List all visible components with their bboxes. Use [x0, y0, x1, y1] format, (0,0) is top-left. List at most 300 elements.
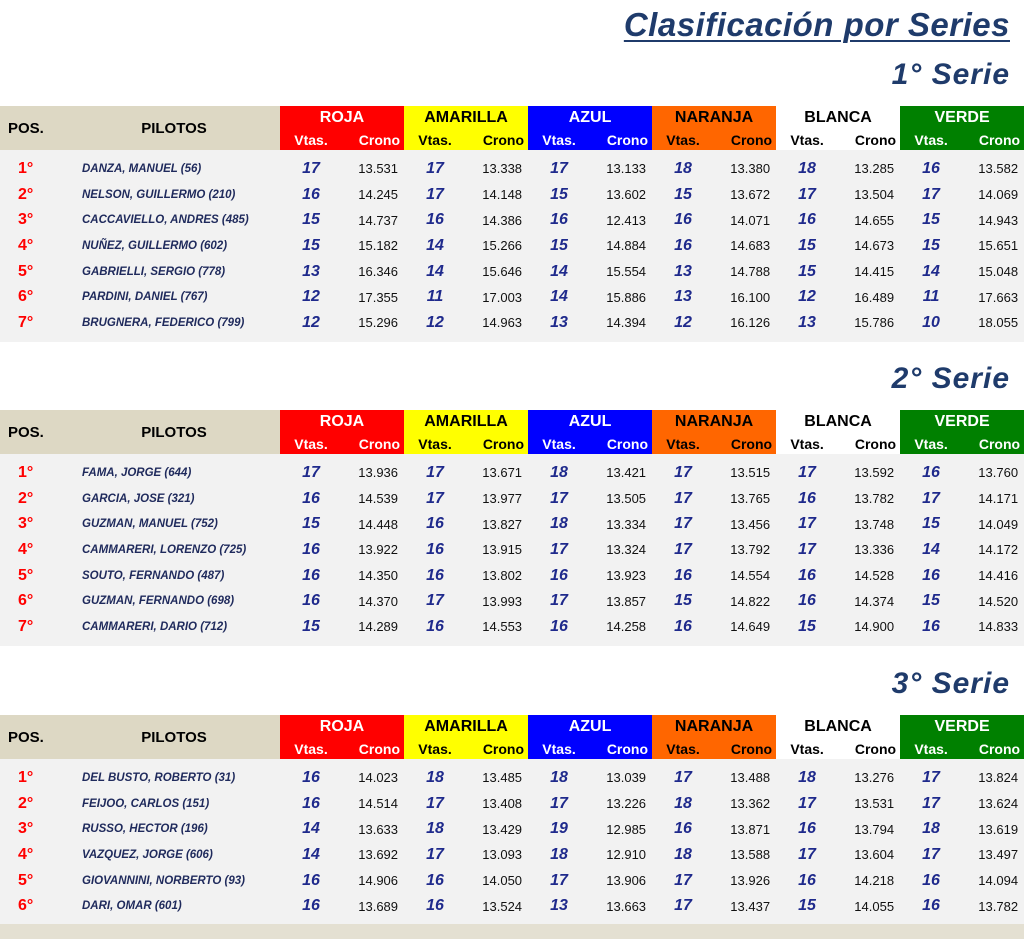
vtas-header-naranja: Vtas.: [652, 434, 714, 454]
vtas-cell-blanca: 12: [798, 288, 816, 306]
vtas-cell-verde: 15: [922, 592, 940, 610]
crono-cell-amarilla: 13.993: [482, 593, 523, 609]
crono-cell-azul: 13.324: [606, 542, 647, 558]
vtas-cell-naranja: 17: [674, 515, 692, 533]
vtas-cell-amarilla: 17: [426, 845, 444, 863]
crono-cell-azul: 13.923: [606, 568, 647, 584]
vtas-cell-roja: 16: [302, 185, 320, 203]
vtas-cell-naranja: 18: [674, 845, 692, 863]
vtas-cell-naranja: 13: [674, 262, 692, 280]
vtas-cell-blanca: 17: [798, 845, 816, 863]
vtas-cell-verde: 17: [922, 185, 940, 203]
lane-header-azul: AZUL: [528, 715, 652, 739]
crono-header-naranja: Crono: [714, 739, 776, 759]
table-row: [0, 460, 1024, 486]
crono-cell-azul: 14.884: [606, 238, 647, 254]
position-cell: 3°: [18, 515, 34, 533]
crono-cell-roja: 14.289: [358, 619, 399, 635]
crono-cell-roja: 13.936: [358, 465, 399, 481]
lane-header-roja: ROJA: [280, 715, 404, 739]
vtas-cell-naranja: 17: [674, 540, 692, 558]
lane-header-blanca: BLANCA: [776, 106, 900, 130]
vtas-header-amarilla: Vtas.: [404, 434, 466, 454]
position-cell: 5°: [18, 871, 34, 889]
vtas-cell-amarilla: 16: [426, 211, 444, 229]
vtas-header-blanca: Vtas.: [776, 130, 838, 150]
vtas-header-verde: Vtas.: [900, 130, 962, 150]
vtas-cell-verde: 10: [922, 313, 940, 331]
vtas-cell-azul: 17: [550, 592, 568, 610]
crono-cell-naranja: 13.437: [730, 898, 771, 914]
crono-cell-roja: 13.531: [358, 161, 399, 177]
vtas-cell-azul: 16: [550, 566, 568, 584]
vtas-cell-azul: 15: [550, 185, 568, 203]
page-title: Clasificación por Series: [623, 6, 1010, 43]
crono-cell-amarilla: 14.553: [482, 619, 523, 635]
crono-cell-amarilla: 13.915: [482, 542, 523, 558]
crono-cell-roja: 15.182: [358, 238, 399, 254]
pilot-name-cell: GUZMAN, MANUEL (752): [82, 518, 218, 531]
lane-header-roja: ROJA: [280, 106, 404, 130]
vtas-cell-roja: 17: [302, 159, 320, 177]
pilot-name-cell: DARI, OMAR (601): [82, 900, 182, 913]
crono-cell-naranja: 13.380: [730, 161, 771, 177]
lane-header-verde: VERDE: [900, 410, 1024, 434]
pilot-name-cell: RUSSO, HECTOR (196): [82, 823, 208, 836]
pilot-name-cell: GABRIELLI, SERGIO (778): [82, 265, 226, 278]
crono-cell-azul: 13.663: [606, 898, 647, 914]
vtas-cell-roja: 15: [302, 236, 320, 254]
results-table: [0, 106, 1024, 342]
vtas-cell-azul: 14: [550, 288, 568, 306]
crono-cell-blanca: 15.786: [854, 315, 895, 331]
position-cell: 4°: [18, 845, 34, 863]
position-cell: 3°: [18, 820, 34, 838]
crono-cell-verde: 13.760: [978, 465, 1019, 481]
vtas-cell-naranja: 16: [674, 617, 692, 635]
spacer-row: [0, 640, 1024, 646]
vtas-cell-amarilla: 18: [426, 820, 444, 838]
vtas-cell-azul: 18: [550, 845, 568, 863]
crono-cell-azul: 13.857: [606, 593, 647, 609]
crono-cell-blanca: 13.531: [854, 796, 895, 812]
crono-cell-azul: 14.258: [606, 619, 647, 635]
table-row: [0, 310, 1024, 336]
crono-cell-blanca: 14.055: [854, 898, 895, 914]
crono-cell-azul: 12.413: [606, 212, 647, 228]
crono-cell-azul: 13.421: [606, 465, 647, 481]
column-header-pilotos: PILOTOS: [68, 106, 280, 150]
vtas-header-blanca: Vtas.: [776, 434, 838, 454]
crono-header-roja: Crono: [342, 739, 404, 759]
crono-cell-amarilla: 15.266: [482, 238, 523, 254]
crono-cell-amarilla: 15.646: [482, 264, 523, 280]
position-cell: 1°: [18, 463, 34, 481]
vtas-cell-blanca: 17: [798, 463, 816, 481]
pilot-name-cell: VAZQUEZ, JORGE (606): [82, 848, 213, 861]
crono-cell-verde: 15.651: [978, 238, 1019, 254]
vtas-cell-amarilla: 17: [426, 463, 444, 481]
vtas-cell-blanca: 16: [798, 489, 816, 507]
serie-3-title: 3° Serie: [891, 667, 1010, 700]
crono-cell-roja: 13.922: [358, 542, 399, 558]
vtas-cell-amarilla: 16: [426, 871, 444, 889]
crono-cell-naranja: 13.488: [730, 770, 771, 786]
crono-cell-azul: 13.334: [606, 516, 647, 532]
column-header-pos: POS.: [0, 106, 68, 150]
lane-header-azul: AZUL: [528, 106, 652, 130]
results-table: [0, 715, 1024, 925]
crono-cell-verde: 14.094: [978, 873, 1019, 889]
vtas-cell-verde: 16: [922, 566, 940, 584]
vtas-cell-roja: 15: [302, 515, 320, 533]
pilot-name-cell: DANZA, MANUEL (56): [82, 162, 202, 175]
vtas-cell-amarilla: 16: [426, 566, 444, 584]
vtas-cell-roja: 16: [302, 768, 320, 786]
vtas-cell-naranja: 18: [674, 794, 692, 812]
crono-cell-roja: 14.023: [358, 770, 399, 786]
column-header-pilotos: PILOTOS: [68, 715, 280, 759]
serie-1-block: [0, 106, 1024, 342]
position-cell: 7°: [18, 617, 34, 635]
vtas-cell-azul: 13: [550, 897, 568, 915]
position-cell: 5°: [18, 566, 34, 584]
crono-cell-amarilla: 14.963: [482, 315, 523, 331]
vtas-cell-roja: 16: [302, 897, 320, 915]
crono-cell-naranja: 14.788: [730, 264, 771, 280]
spacer-cell: [0, 336, 1024, 342]
vtas-cell-naranja: 18: [674, 159, 692, 177]
pilot-name-cell: FAMA, JORGE (644): [82, 466, 192, 479]
crono-header-roja: Crono: [342, 130, 404, 150]
vtas-cell-blanca: 13: [798, 313, 816, 331]
crono-cell-verde: 14.416: [978, 568, 1019, 584]
crono-cell-blanca: 13.592: [854, 465, 895, 481]
vtas-cell-blanca: 17: [798, 540, 816, 558]
crono-cell-naranja: 14.822: [730, 593, 771, 609]
vtas-cell-azul: 18: [550, 463, 568, 481]
crono-cell-blanca: 14.673: [854, 238, 895, 254]
crono-cell-blanca: 13.748: [854, 516, 895, 532]
position-cell: 7°: [18, 313, 34, 331]
lane-header-naranja: NARANJA: [652, 410, 776, 434]
vtas-cell-azul: 17: [550, 159, 568, 177]
footer-band: [0, 924, 1024, 939]
vtas-cell-blanca: 17: [798, 794, 816, 812]
pilot-name-cell: NUÑEZ, GUILLERMO (602): [82, 239, 228, 252]
vtas-cell-naranja: 12: [674, 313, 692, 331]
crono-cell-verde: 14.172: [978, 542, 1019, 558]
crono-cell-blanca: 14.415: [854, 264, 895, 280]
vtas-cell-roja: 14: [302, 845, 320, 863]
table-row: [0, 765, 1024, 791]
crono-cell-verde: 13.624: [978, 796, 1019, 812]
vtas-cell-blanca: 17: [798, 185, 816, 203]
vtas-cell-amarilla: 18: [426, 768, 444, 786]
lane-header-roja: ROJA: [280, 410, 404, 434]
vtas-header-roja: Vtas.: [280, 130, 342, 150]
vtas-cell-blanca: 15: [798, 897, 816, 915]
crono-cell-verde: 15.048: [978, 264, 1019, 280]
table-row: [0, 816, 1024, 842]
vtas-header-roja: Vtas.: [280, 739, 342, 759]
table-row: [0, 537, 1024, 563]
vtas-cell-amarilla: 12: [426, 313, 444, 331]
vtas-cell-amarilla: 16: [426, 617, 444, 635]
vtas-header-verde: Vtas.: [900, 739, 962, 759]
column-header-pos: POS.: [0, 410, 68, 454]
crono-cell-azul: 15.886: [606, 289, 647, 305]
vtas-cell-azul: 13: [550, 313, 568, 331]
vtas-cell-verde: 16: [922, 463, 940, 481]
vtas-cell-verde: 17: [922, 794, 940, 812]
crono-cell-naranja: 16.100: [730, 289, 771, 305]
crono-cell-azul: 12.985: [606, 821, 647, 837]
crono-cell-amarilla: 13.408: [482, 796, 523, 812]
crono-cell-naranja: 13.765: [730, 491, 771, 507]
crono-cell-naranja: 13.362: [730, 796, 771, 812]
vtas-cell-verde: 11: [922, 288, 940, 306]
vtas-cell-verde: 16: [922, 617, 940, 635]
vtas-cell-amarilla: 16: [426, 515, 444, 533]
pilot-name-cell: NELSON, GUILLERMO (210): [82, 188, 236, 201]
crono-header-amarilla: Crono: [466, 130, 528, 150]
vtas-cell-blanca: 16: [798, 871, 816, 889]
crono-cell-blanca: 13.504: [854, 187, 895, 203]
vtas-cell-azul: 14: [550, 262, 568, 280]
vtas-cell-naranja: 16: [674, 236, 692, 254]
vtas-cell-azul: 17: [550, 871, 568, 889]
vtas-cell-roja: 12: [302, 313, 320, 331]
table-row: [0, 893, 1024, 919]
crono-cell-roja: 14.448: [358, 516, 399, 532]
vtas-cell-naranja: 16: [674, 211, 692, 229]
crono-cell-blanca: 14.528: [854, 568, 895, 584]
vtas-cell-azul: 17: [550, 794, 568, 812]
crono-cell-naranja: 14.683: [730, 238, 771, 254]
vtas-cell-roja: 15: [302, 211, 320, 229]
vtas-cell-verde: 17: [922, 489, 940, 507]
vtas-cell-naranja: 16: [674, 566, 692, 584]
crono-cell-roja: 14.370: [358, 593, 399, 609]
crono-cell-blanca: 13.276: [854, 770, 895, 786]
serie-1-title: 1° Serie: [891, 58, 1010, 91]
vtas-cell-roja: 13: [302, 262, 320, 280]
vtas-cell-roja: 15: [302, 617, 320, 635]
lane-header-amarilla: AMARILLA: [404, 106, 528, 130]
vtas-cell-blanca: 18: [798, 768, 816, 786]
crono-cell-verde: 13.782: [978, 898, 1019, 914]
vtas-cell-amarilla: 14: [426, 262, 444, 280]
crono-cell-naranja: 13.515: [730, 465, 771, 481]
vtas-cell-azul: 17: [550, 489, 568, 507]
crono-cell-azul: 13.226: [606, 796, 647, 812]
vtas-cell-azul: 17: [550, 540, 568, 558]
vtas-cell-verde: 16: [922, 871, 940, 889]
pilot-name-cell: FEIJOO, CARLOS (151): [82, 797, 210, 810]
crono-header-blanca: Crono: [838, 739, 900, 759]
crono-cell-verde: 13.824: [978, 770, 1019, 786]
pilot-name-cell: SOUTO, FERNANDO (487): [82, 569, 225, 582]
crono-cell-amarilla: 13.429: [482, 821, 523, 837]
lane-header-verde: VERDE: [900, 106, 1024, 130]
vtas-cell-blanca: 16: [798, 566, 816, 584]
results-table: [0, 410, 1024, 646]
vtas-cell-roja: 16: [302, 489, 320, 507]
vtas-cell-verde: 15: [922, 515, 940, 533]
lane-header-naranja: NARANJA: [652, 715, 776, 739]
crono-cell-verde: 14.520: [978, 593, 1019, 609]
crono-cell-amarilla: 13.524: [482, 898, 523, 914]
crono-header-amarilla: Crono: [466, 739, 528, 759]
vtas-cell-roja: 16: [302, 566, 320, 584]
crono-cell-azul: 14.394: [606, 315, 647, 331]
crono-header-azul: Crono: [590, 739, 652, 759]
crono-header-verde: Crono: [962, 130, 1024, 150]
crono-cell-amarilla: 14.386: [482, 212, 523, 228]
vtas-cell-amarilla: 17: [426, 159, 444, 177]
vtas-cell-amarilla: 16: [426, 897, 444, 915]
crono-cell-verde: 17.663: [978, 289, 1019, 305]
vtas-header-naranja: Vtas.: [652, 130, 714, 150]
vtas-cell-amarilla: 16: [426, 540, 444, 558]
vtas-cell-blanca: 16: [798, 820, 816, 838]
vtas-cell-roja: 16: [302, 871, 320, 889]
table-row: [0, 284, 1024, 310]
crono-cell-amarilla: 13.671: [482, 465, 523, 481]
crono-cell-verde: 14.943: [978, 212, 1019, 228]
table-row: [0, 842, 1024, 868]
crono-cell-azul: 12.910: [606, 847, 647, 863]
crono-cell-naranja: 13.456: [730, 516, 771, 532]
position-cell: 2°: [18, 185, 34, 203]
crono-cell-amarilla: 13.827: [482, 516, 523, 532]
vtas-cell-azul: 15: [550, 236, 568, 254]
position-cell: 6°: [18, 897, 34, 915]
crono-cell-naranja: 16.126: [730, 315, 771, 331]
pilot-name-cell: PARDINI, DANIEL (767): [82, 291, 208, 304]
crono-cell-roja: 14.906: [358, 873, 399, 889]
table-row: [0, 259, 1024, 285]
vtas-cell-naranja: 17: [674, 897, 692, 915]
vtas-cell-roja: 16: [302, 540, 320, 558]
position-cell: 5°: [18, 262, 34, 280]
lane-header-amarilla: AMARILLA: [404, 410, 528, 434]
pilot-name-cell: GUZMAN, FERNANDO (698): [82, 595, 235, 608]
vtas-cell-roja: 14: [302, 820, 320, 838]
crono-cell-naranja: 14.649: [730, 619, 771, 635]
lane-header-amarilla: AMARILLA: [404, 715, 528, 739]
vtas-cell-amarilla: 17: [426, 185, 444, 203]
table-row: [0, 156, 1024, 182]
vtas-cell-blanca: 16: [798, 211, 816, 229]
crono-cell-roja: 13.692: [358, 847, 399, 863]
crono-cell-blanca: 13.336: [854, 542, 895, 558]
crono-cell-naranja: 13.588: [730, 847, 771, 863]
crono-cell-blanca: 14.374: [854, 593, 895, 609]
vtas-cell-naranja: 13: [674, 288, 692, 306]
vtas-cell-verde: 14: [922, 262, 940, 280]
crono-cell-blanca: 13.604: [854, 847, 895, 863]
pilot-name-cell: CACCAVIELLO, ANDRES (485): [82, 214, 249, 227]
header-row-lanes: [0, 410, 1024, 434]
vtas-cell-verde: 18: [922, 820, 940, 838]
column-header-pilotos: PILOTOS: [68, 410, 280, 454]
vtas-header-azul: Vtas.: [528, 130, 590, 150]
crono-cell-azul: 15.554: [606, 264, 647, 280]
crono-cell-roja: 14.539: [358, 491, 399, 507]
crono-cell-blanca: 13.782: [854, 491, 895, 507]
vtas-cell-blanca: 15: [798, 617, 816, 635]
crono-cell-azul: 13.906: [606, 873, 647, 889]
crono-cell-amarilla: 14.050: [482, 873, 523, 889]
crono-cell-azul: 13.039: [606, 770, 647, 786]
crono-cell-azul: 13.602: [606, 187, 647, 203]
crono-cell-naranja: 13.792: [730, 542, 771, 558]
crono-cell-naranja: 14.071: [730, 212, 771, 228]
crono-cell-blanca: 14.900: [854, 619, 895, 635]
crono-cell-verde: 14.049: [978, 516, 1019, 532]
crono-header-naranja: Crono: [714, 434, 776, 454]
table-row: [0, 207, 1024, 233]
crono-cell-blanca: 14.218: [854, 873, 895, 889]
crono-cell-roja: 14.514: [358, 796, 399, 812]
crono-cell-verde: 13.582: [978, 161, 1019, 177]
crono-cell-roja: 14.245: [358, 187, 399, 203]
vtas-cell-naranja: 17: [674, 768, 692, 786]
table-row: [0, 511, 1024, 537]
crono-cell-verde: 13.619: [978, 821, 1019, 837]
vtas-cell-blanca: 15: [798, 236, 816, 254]
vtas-header-amarilla: Vtas.: [404, 739, 466, 759]
vtas-cell-blanca: 15: [798, 262, 816, 280]
table-row: [0, 233, 1024, 259]
vtas-cell-azul: 19: [550, 820, 568, 838]
vtas-header-roja: Vtas.: [280, 434, 342, 454]
vtas-cell-blanca: 16: [798, 592, 816, 610]
vtas-cell-amarilla: 17: [426, 592, 444, 610]
crono-cell-amarilla: 13.338: [482, 161, 523, 177]
position-cell: 6°: [18, 288, 34, 306]
header-row-lanes: [0, 106, 1024, 130]
crono-cell-amarilla: 13.977: [482, 491, 523, 507]
serie-2-title: 2° Serie: [891, 362, 1010, 395]
crono-header-naranja: Crono: [714, 130, 776, 150]
vtas-cell-verde: 16: [922, 159, 940, 177]
vtas-header-naranja: Vtas.: [652, 739, 714, 759]
position-cell: 4°: [18, 236, 34, 254]
vtas-cell-amarilla: 14: [426, 236, 444, 254]
table-row: [0, 588, 1024, 614]
lane-header-naranja: NARANJA: [652, 106, 776, 130]
vtas-cell-amarilla: 17: [426, 489, 444, 507]
vtas-header-azul: Vtas.: [528, 739, 590, 759]
crono-cell-roja: 17.355: [358, 289, 399, 305]
position-cell: 4°: [18, 540, 34, 558]
crono-cell-roja: 16.346: [358, 264, 399, 280]
vtas-cell-azul: 16: [550, 617, 568, 635]
vtas-cell-verde: 17: [922, 768, 940, 786]
table-row: [0, 563, 1024, 589]
vtas-cell-roja: 12: [302, 288, 320, 306]
crono-header-blanca: Crono: [838, 434, 900, 454]
header-row-lanes: [0, 715, 1024, 739]
crono-cell-azul: 13.505: [606, 491, 647, 507]
crono-cell-naranja: 13.672: [730, 187, 771, 203]
serie-2-block: [0, 410, 1024, 646]
crono-cell-naranja: 13.871: [730, 821, 771, 837]
vtas-cell-verde: 15: [922, 236, 940, 254]
